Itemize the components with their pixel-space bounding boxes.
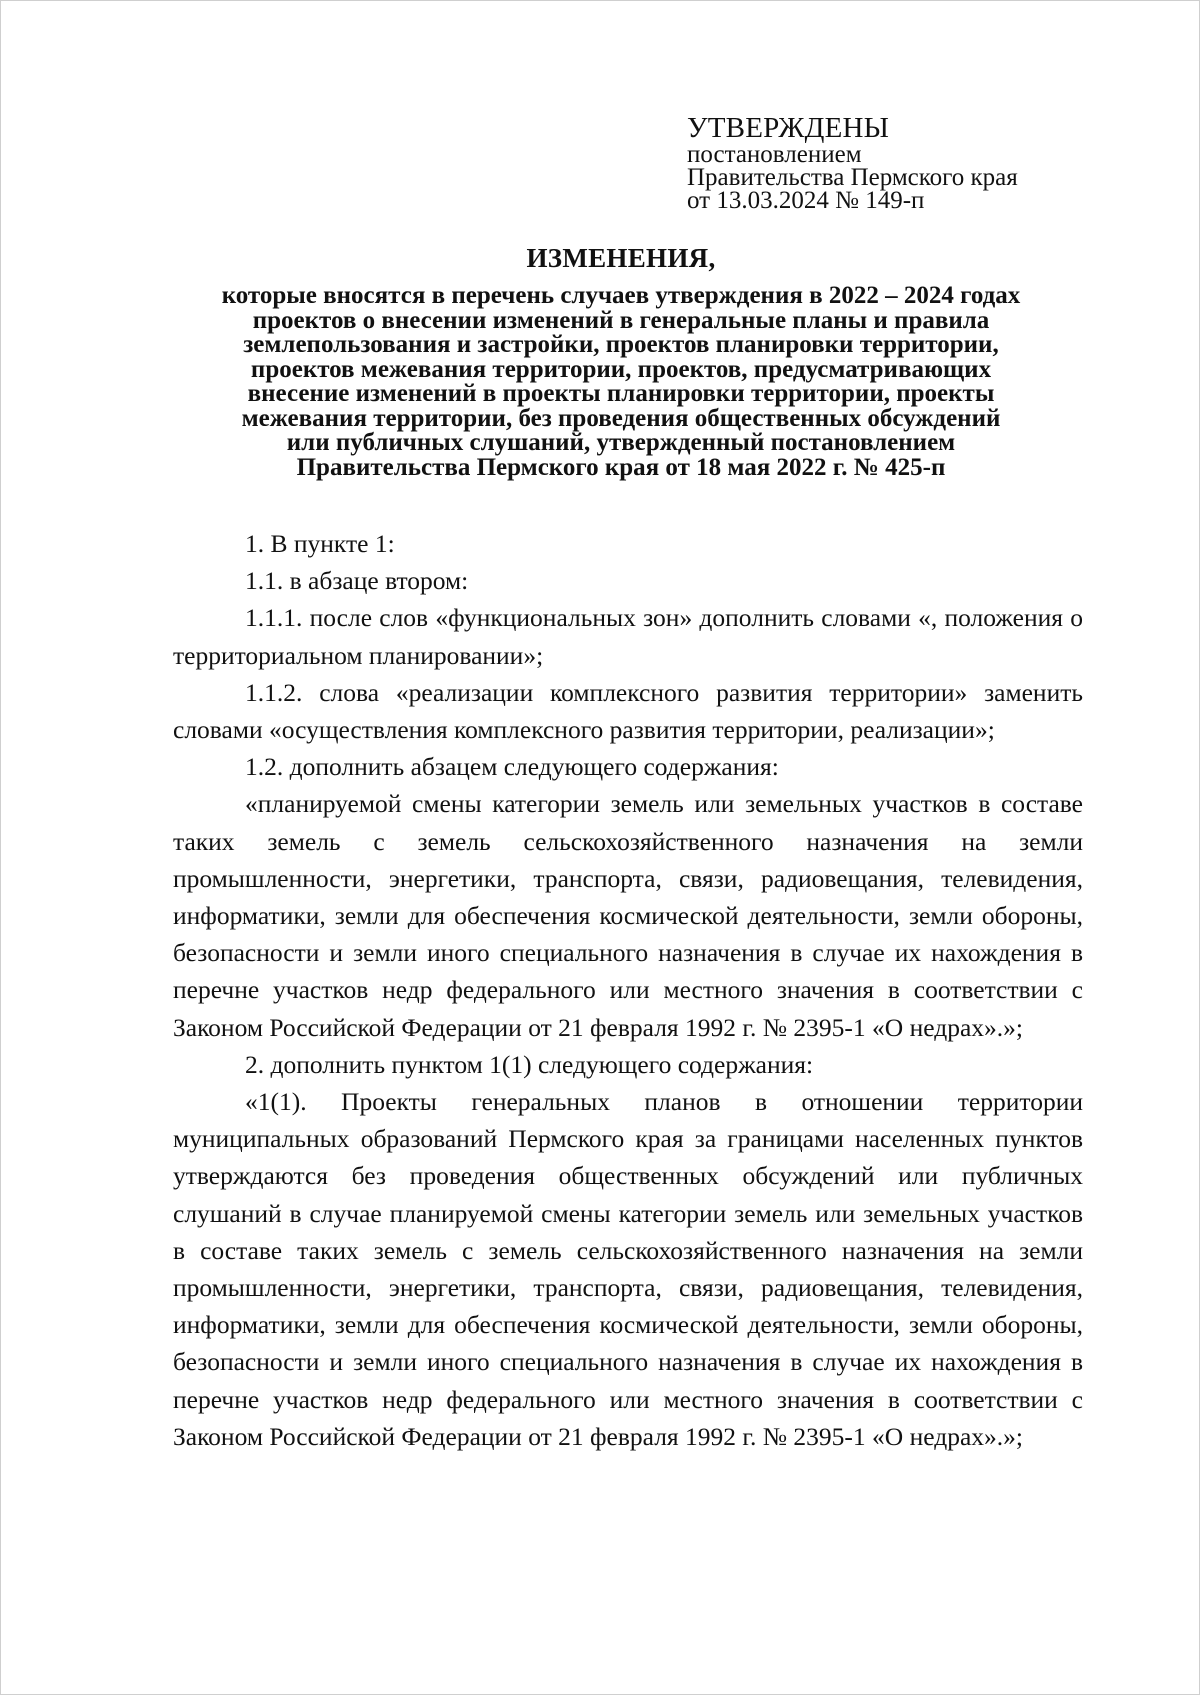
paragraph: 1.1.1. после слов «функциональных зон» дополнить словами «, положения о территориальном планировании»; (173, 603, 1083, 670)
subheading-line: Правительства Пермского края от 18 мая 2022 г. № 425-п (296, 453, 946, 481)
paragraph: 1.1. в абзаце втором: (245, 566, 469, 596)
document-body (173, 525, 1083, 1455)
subheading-line: или публичных слушаний, утвержденный постановлением (286, 429, 956, 456)
paragraph: «1(1). Проекты генеральных планов в отношении территории муниципальных образований Пермского края за границами населенных пунктов утверждаются без проведения общественных обсуждений или публичных слушаний в случае планируемой смены категории земель или земельных участков в составе таких земель с земель сельскохозяйственного назначения на земли промышленности, энергетики, транспорта, связи, радиовещания, телевидения, информатики, земли для обеспечения космической деятельности, земли обороны, безопасности и земли иного специального назначения в случае их нахождения в перечне участков недр федерального или местного значения в соответствии с Законом Российской Федерации от 21 февраля 1992 г. № 2395-1 «О недрах».»; (173, 1087, 1083, 1451)
approval-line: постановлением (687, 141, 862, 168)
approval-line: Правительства Пермского края (687, 164, 1018, 191)
subheading-line: межевания территории, без проведения общественных обсуждений (241, 404, 1001, 432)
paragraph: 1. В пункте 1: (245, 529, 395, 558)
document-heading: ИЗМЕНЕНИЯ, (526, 243, 716, 273)
subheading-line: землепользования и застройки, проектов планировки территории, (243, 331, 999, 358)
approval-line: от 13.03.2024 № 149-п (687, 187, 925, 214)
subheading-line: которые вносятся в перечень случаев утверждения в 2022 – 2024 годах (221, 282, 1021, 309)
approval-title: УТВЕРЖДЕНЫ (687, 112, 890, 144)
approval-stamp (687, 113, 1157, 212)
paragraph: «планируемой смены категории земель или земельных участков в составе таких земель с земель сельскохозяйственного назначения на земли промышленности, энергетики, транспорта, связи, радиовещания, телевидения, информатики, земли для обеспечения космической деятельности, земли обороны, безопасности и земли иного специального назначения в случае их нахождения в перечне участков недр федерального или местного значения в соответствии с Законом Российской Федерации от 21 февраля 1992 г. № 2395-1 «О недрах».»; (173, 789, 1083, 1042)
paragraph: 1.2. дополнить абзацем следующего содержания: (245, 752, 779, 782)
subheading-line: проектов о внесении изменений в генеральные планы и правила (252, 306, 990, 334)
document-subheading (161, 284, 1081, 480)
subheading-line: проектов межевания территории, проектов, предусматривающих (250, 355, 992, 383)
paragraph: 1.1.2. слова «реализации комплексного развития территории» заменить словами «осуществления комплексного развития территории, реализации»; (173, 677, 1083, 745)
subheading-line: внесение изменений в проекты планировки территории, проекты (247, 380, 995, 407)
paragraph: 2. дополнить пунктом 1(1) следующего содержания: (245, 1049, 814, 1079)
